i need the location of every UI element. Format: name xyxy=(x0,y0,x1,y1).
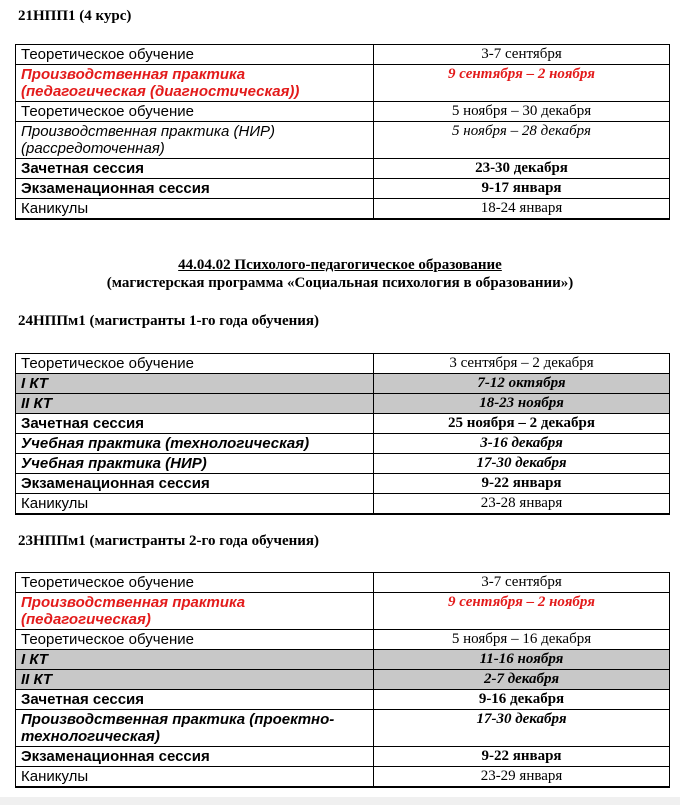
period-name: II КТ xyxy=(16,394,374,414)
period-dates: 25 ноября – 2 декабря xyxy=(374,414,670,434)
period-dates: 9-22 января xyxy=(374,747,670,767)
period-dates: 18-24 января xyxy=(374,199,670,220)
section1-heading: 21НПП1 (4 курс) xyxy=(18,8,132,24)
schedule-row xyxy=(16,374,670,394)
period-dates: 5 ноября – 28 декабря xyxy=(374,122,670,159)
program-subtitle: (магистерская программа «Социальная психология в образовании») xyxy=(106,275,574,291)
program-heading xyxy=(0,256,680,292)
period-name: Теоретическое обучение xyxy=(16,102,374,122)
schedule-table-21npp1 xyxy=(15,44,670,220)
schedule-row xyxy=(16,179,670,199)
period-name: Производственная практика (педагогическая (диагностическая)) xyxy=(16,65,374,102)
schedule-row xyxy=(16,159,670,179)
period-name: Производственная практика (педагогическая) xyxy=(16,593,374,630)
period-dates: 2-7 декабря xyxy=(374,670,670,690)
period-name: Каникулы xyxy=(16,767,374,788)
schedule-row xyxy=(16,354,670,374)
period-name: Зачетная сессия xyxy=(16,414,374,434)
period-name: II КТ xyxy=(16,670,374,690)
period-name: Производственная практика (НИР) (рассредоточенная) xyxy=(16,122,374,159)
period-dates: 3-7 сентября xyxy=(374,573,670,593)
period-dates: 9-17 января xyxy=(374,179,670,199)
schedule-table-24nppm1 xyxy=(15,353,670,515)
period-name: Теоретическое обучение xyxy=(16,630,374,650)
schedule-row xyxy=(16,122,670,159)
period-dates: 7-12 октября xyxy=(374,374,670,394)
schedule-row xyxy=(16,650,670,670)
period-dates: 9 сентября – 2 ноября xyxy=(374,65,670,102)
period-dates: 17-30 декабря xyxy=(374,454,670,474)
section3-heading: 23НППм1 (магистранты 2-го года обучения) xyxy=(18,533,320,549)
schedule-row xyxy=(16,710,670,747)
period-dates: 23-29 января xyxy=(374,767,670,788)
period-dates: 5 ноября – 16 декабря xyxy=(374,630,670,650)
period-dates: 9-16 декабря xyxy=(374,690,670,710)
period-name: Экзаменационная сессия xyxy=(16,179,374,199)
period-name: Зачетная сессия xyxy=(16,159,374,179)
schedule-row xyxy=(16,767,670,788)
period-dates: 3-16 декабря xyxy=(374,434,670,454)
period-dates: 9 сентября – 2 ноября xyxy=(374,593,670,630)
section2-heading: 24НППм1 (магистранты 1-го года обучения) xyxy=(18,313,320,329)
period-name: I КТ xyxy=(16,650,374,670)
schedule-table-23nppm1 xyxy=(15,572,670,788)
schedule-row xyxy=(16,65,670,102)
period-dates: 17-30 декабря xyxy=(374,710,670,747)
period-name: Каникулы xyxy=(16,199,374,220)
schedule-row xyxy=(16,747,670,767)
schedule-row xyxy=(16,593,670,630)
schedule-table-body xyxy=(16,573,670,788)
period-name: I КТ xyxy=(16,374,374,394)
schedule-table-body xyxy=(16,45,670,220)
schedule-row xyxy=(16,474,670,494)
period-name: Зачетная сессия xyxy=(16,690,374,710)
period-name: Экзаменационная сессия xyxy=(16,747,374,767)
period-name: Учебная практика (НИР) xyxy=(16,454,374,474)
schedule-row xyxy=(16,454,670,474)
schedule-row xyxy=(16,494,670,515)
period-name: Теоретическое обучение xyxy=(16,45,374,65)
period-dates: 23-30 декабря xyxy=(374,159,670,179)
schedule-row xyxy=(16,394,670,414)
period-name: Учебная практика (технологическая) xyxy=(16,434,374,454)
schedule-table-body xyxy=(16,354,670,515)
period-name: Каникулы xyxy=(16,494,374,515)
period-name: Теоретическое обучение xyxy=(16,354,374,374)
schedule-row xyxy=(16,199,670,220)
period-dates: 11-16 ноября xyxy=(374,650,670,670)
period-name: Теоретическое обучение xyxy=(16,573,374,593)
page-bottom-edge xyxy=(0,797,680,805)
period-dates: 9-22 января xyxy=(374,474,670,494)
period-dates: 3 сентября – 2 декабря xyxy=(374,354,670,374)
period-dates: 18-23 ноября xyxy=(374,394,670,414)
schedule-row xyxy=(16,434,670,454)
schedule-row xyxy=(16,573,670,593)
schedule-row xyxy=(16,670,670,690)
period-name: Производственная практика (проектно-технологическая) xyxy=(16,710,374,747)
period-dates: 5 ноября – 30 декабря xyxy=(374,102,670,122)
schedule-row xyxy=(16,630,670,650)
period-dates: 23-28 января xyxy=(374,494,670,515)
period-dates: 3-7 сентября xyxy=(374,45,670,65)
program-code-title: 44.04.02 Психолого-педагогическое образование xyxy=(178,257,502,273)
schedule-row xyxy=(16,45,670,65)
schedule-row xyxy=(16,690,670,710)
period-name: Экзаменационная сессия xyxy=(16,474,374,494)
schedule-row xyxy=(16,102,670,122)
schedule-row xyxy=(16,414,670,434)
